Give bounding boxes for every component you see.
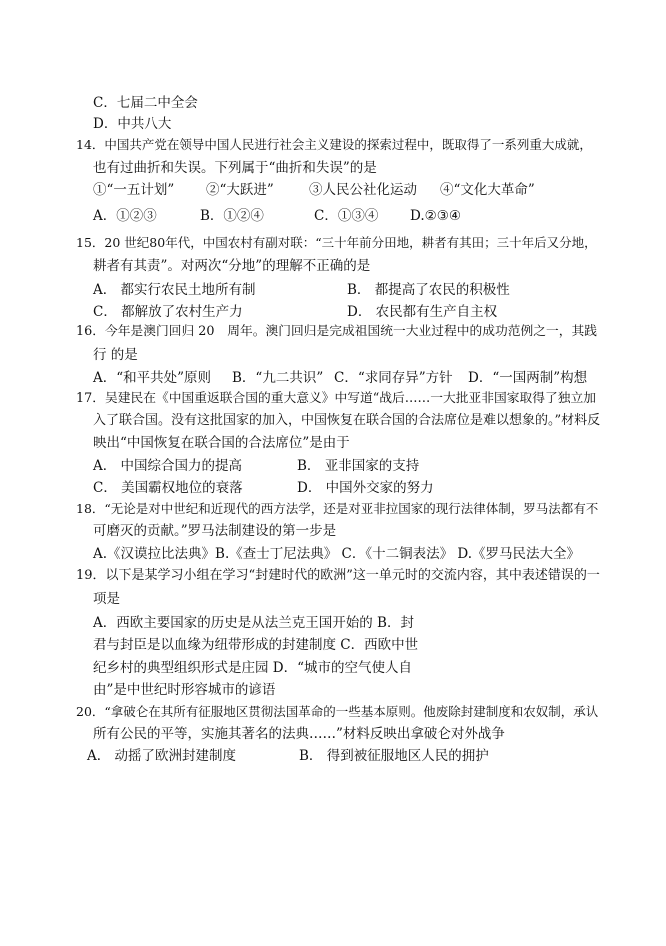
q17-stem-line2: 入了联合国。没有这批国家的加入，中国恢复在联合国的合法席位是难以想象的。”材料反 <box>93 413 601 428</box>
q16-stem-line2: 行 的是 <box>93 347 138 363</box>
q19-body-line2: 君与封臣是以血缘为纽带形成的封建制度 C．西欧中世 <box>93 637 419 653</box>
q14-item-1: ①“一五计划” <box>93 182 175 198</box>
q17-option-b: B． 亚非国家的支持 <box>297 458 420 474</box>
q15-option-b: B． 都提高了农民的积极性 <box>347 282 510 298</box>
q13-option-c: C．七届二中全会 <box>93 95 198 111</box>
q16-option-c: C．“求同存异”方针 <box>334 370 453 386</box>
q15-stem-line2: 耕者有其责”。对两次“分地”的理解不正确的是 <box>93 258 371 274</box>
q14-item-2: ②“大跃进” <box>206 182 274 198</box>
q19-stem-line2: 项是 <box>93 591 120 607</box>
q17-stem-line1: 17．吴建民在《中国重返联合国的重大意义》中写道“战后……一大批亚非国家取得了独立加 <box>76 391 596 406</box>
q14-item-3: ③人民公社化运动 <box>309 182 417 198</box>
q16-stem-line1: 16．今年是澳门回归 20 周年。澳门回归是完成祖国统一大业过程中的成功范例之一，其践 <box>76 324 597 339</box>
q20-stem-line2: 所有公民的平等，实施其著名的法典……”材料反映出拿破仑对外战争 <box>93 726 505 742</box>
q19-body-line3: 纪乡村的典型组织形式是庄园 D．“城市的空气使人自 <box>93 660 413 676</box>
q14-item-4: ④“文化大革命” <box>440 182 535 198</box>
q18-options: A.《汉谟拉比法典》B.《查士丁尼法典》 C．《十二铜表法》 D.《罗马民法大全》 <box>93 546 581 562</box>
q14-option-b: B．①②④ <box>200 208 264 224</box>
q17-option-d: D． 中国外交家的努力 <box>297 480 434 496</box>
q17-stem-line3: 映出“中国恢复在联合国的合法席位”是由于 <box>93 435 350 451</box>
q14-stem-line2: 也有过曲折和失误。下列属于“曲折和失误”的是 <box>93 160 377 176</box>
q18-stem-line2: 可磨灭的贡献。”罗马法制建设的第一步是 <box>93 523 337 539</box>
q19-stem-line1: 19．以下是某学习小组在学习“封建时代的欧洲”这一单元时的交流内容，其中表述错误的一 <box>76 568 600 583</box>
q14-option-c: C．①③④ <box>314 208 379 224</box>
q15-stem-line1: 15．20 世纪80年代，中国农村有副对联：“三十年前分田地，耕者有其田；三十年后又分地， <box>76 235 597 250</box>
q15-option-c: C． 都解放了农村生产力 <box>93 304 243 320</box>
q14-option-a: A．①②③ <box>93 208 157 224</box>
q13-option-d: D．中共八大 <box>93 116 172 132</box>
q16-option-b: B．“九二共识” <box>232 370 324 386</box>
q20-stem-line1: 20．“拿破仑在其所有征服地区贯彻法国革命的一些基本原则。他废除封建制度和农奴制，承认 <box>76 704 599 719</box>
q17-option-c: C． 美国霸权地位的衰落 <box>93 480 243 496</box>
q14-stem-line1: 14．中国共产党在领导中国人民进行社会主义建设的探索过程中，既取得了一系列重大成就， <box>76 137 592 152</box>
q17-option-a: A． 中国综合国力的提高 <box>93 458 243 474</box>
q19-body-line1: A．西欧主要国家的历史是从法兰克王国开始的 B．封 <box>93 615 414 631</box>
q20-option-a: A． 动摇了欧洲封建制度 <box>87 748 237 764</box>
q19-body-line4: 由”是中世纪时形容城市的谚语 <box>93 682 276 698</box>
q16-option-a: A．“和平共处”原则 <box>93 370 212 386</box>
q16-option-d: D．“一国两制”构想 <box>468 370 588 386</box>
q18-stem-line1: 18．“无论是对中世纪和近现代的西方法学，还是对亚非拉国家的现行法律体制，罗马法都有不 <box>76 501 599 516</box>
q14-option-d: D.②③④ <box>410 208 461 224</box>
q15-option-a: A． 都实行农民土地所有制 <box>93 282 256 298</box>
q15-option-d: D． 农民都有生产自主权 <box>347 304 498 320</box>
q20-option-b: B． 得到被征服地区人民的拥护 <box>299 748 489 764</box>
